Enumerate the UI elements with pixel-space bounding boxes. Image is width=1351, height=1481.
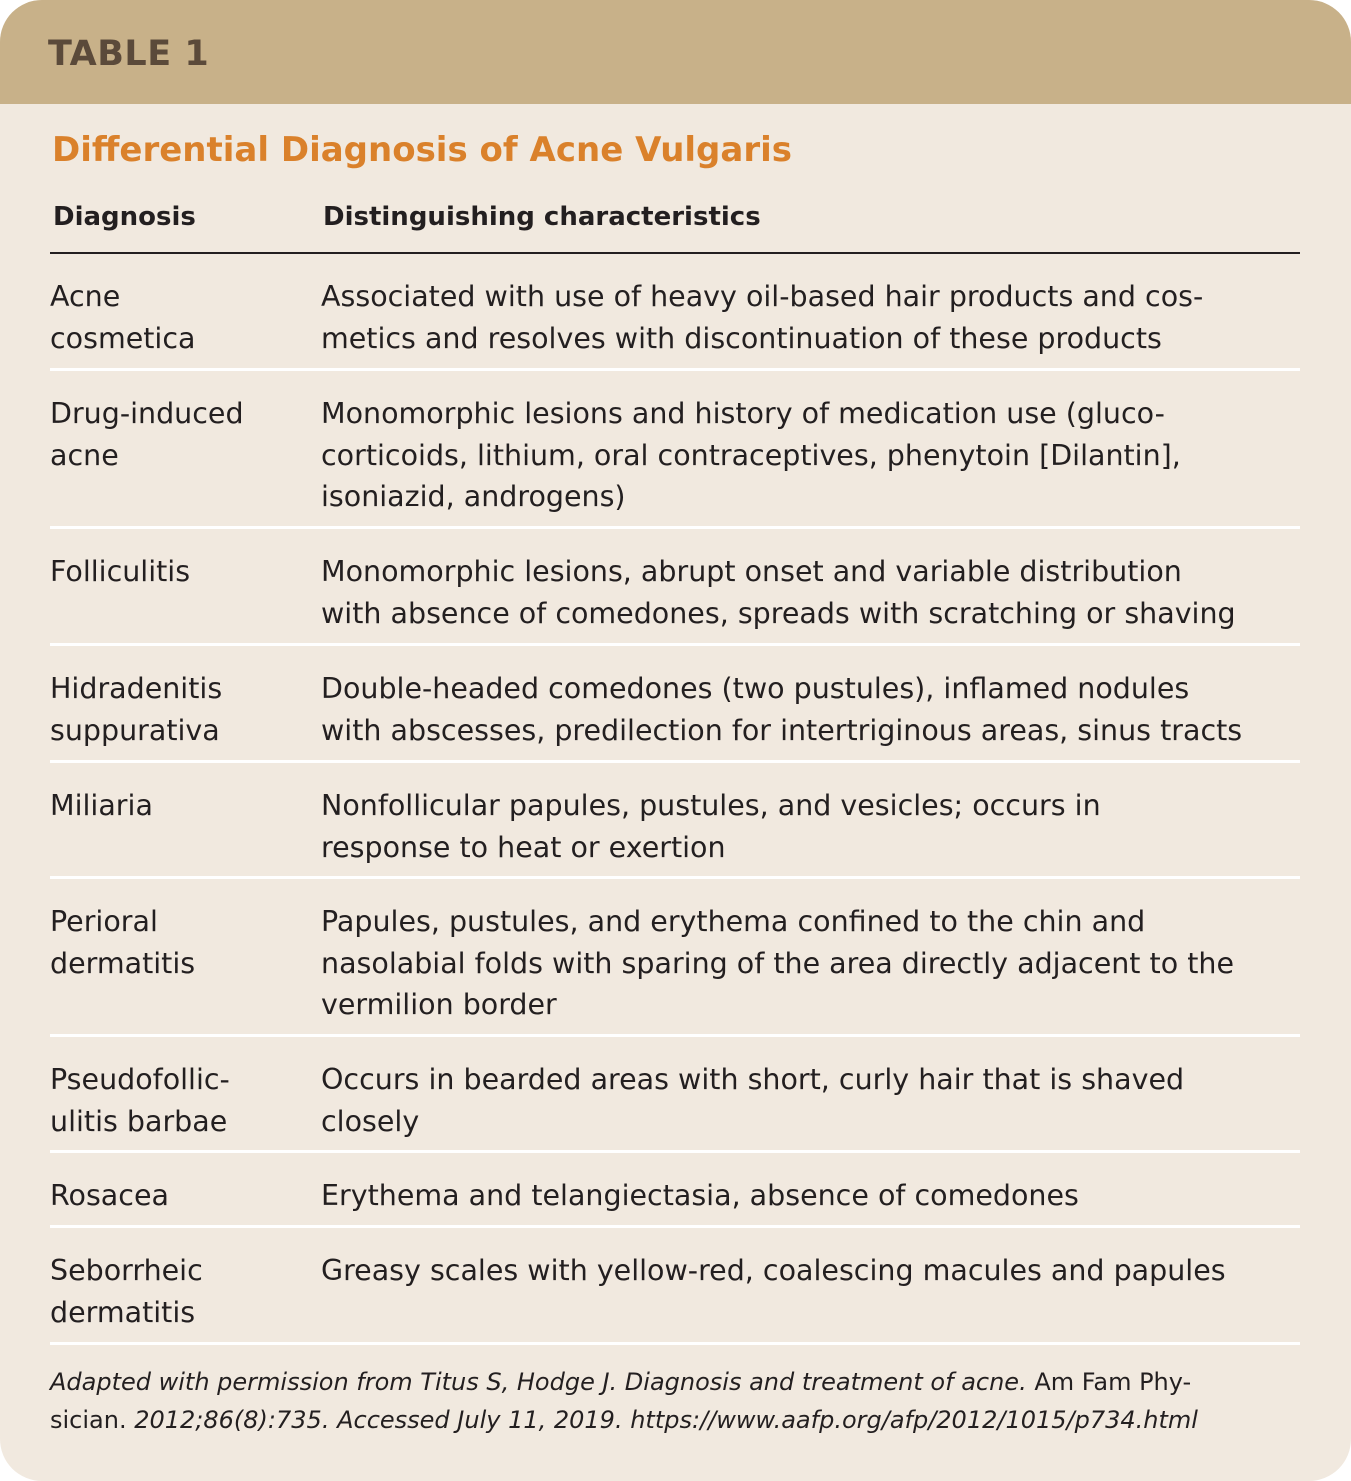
- source-citation: [50, 1363, 1310, 1439]
- characteristics-cell: Greasy scales with yellow-red, coalescing macules and papules: [321, 1254, 1226, 1287]
- table-row: [50, 529, 1300, 646]
- table-row: [50, 646, 1300, 763]
- table-banner: [0, 0, 1351, 104]
- characteristics-cell: Nonfollicular papules, pustules, and vesicles; occurs in response to heat or exertion: [321, 789, 1101, 864]
- characteristics-cell: Erythema and telangiectasia, absence of comedones: [321, 1179, 1079, 1212]
- diagnosis-cell: Pseudofollic- ulitis barbae: [50, 1063, 230, 1138]
- table-header-row: [50, 192, 1300, 254]
- diagnosis-cell: Rosacea: [50, 1179, 169, 1212]
- table-row: [50, 1153, 1300, 1228]
- table-row: [50, 1037, 1300, 1153]
- diagnosis-cell: Seborrheic dermatitis: [50, 1254, 203, 1329]
- table-row: [50, 763, 1300, 879]
- table-row: [50, 1228, 1300, 1345]
- diagnosis-cell: Perioral dermatitis: [50, 905, 196, 980]
- characteristics-cell: Double-headed comedones (two pustules), inflamed nodules with abscesses, predilection for intertriginous areas, sinus tracts: [321, 672, 1243, 747]
- citation-journal: Am Fam Phy- sician.: [50, 1368, 1192, 1434]
- characteristics-cell: Associated with use of heavy oil-based hair products and cos- metics and resolves with discontinuation of these products: [321, 280, 1204, 355]
- table-row: [50, 371, 1300, 529]
- diagnosis-cell: Drug-induced acne: [50, 397, 244, 472]
- diagnosis-table: [50, 192, 1300, 1345]
- citation-details: 2012;86(8):735. Accessed July 11, 2019. https://www.aafp.org/afp/2012/1015/p734.html: [126, 1406, 1198, 1434]
- table-row: [50, 254, 1300, 371]
- citation-authors-title: Adapted with permission from Titus S, Hodge J. Diagnosis and treatment of acne.: [50, 1368, 1035, 1396]
- diagnosis-cell: Miliaria: [50, 789, 153, 822]
- column-header-diagnosis: Diagnosis: [53, 202, 196, 232]
- column-header-characteristics: Distinguishing characteristics: [323, 202, 761, 232]
- characteristics-cell: Monomorphic lesions and history of medication use (gluco- corticoids, lithium, oral contraceptives, phenytoin [Dilantin], isoniazid, androgens): [321, 397, 1181, 513]
- table-title: Differential Diagnosis of Acne Vulgaris: [52, 130, 792, 170]
- table-number: TABLE 1: [48, 34, 210, 74]
- table-row: [50, 879, 1300, 1037]
- characteristics-cell: Monomorphic lesions, abrupt onset and variable distribution with absence of comedones, spreads with scratching or shaving: [321, 555, 1236, 630]
- diagnosis-cell: Acne cosmetica: [50, 280, 196, 355]
- characteristics-cell: Papules, pustules, and erythema confined to the chin and nasolabial folds with sparing of the area directly adjacent to the vermilion border: [321, 905, 1234, 1021]
- diagnosis-cell: Folliculitis: [50, 555, 191, 588]
- diagnosis-cell: Hidradenitis suppurativa: [50, 672, 223, 747]
- characteristics-cell: Occurs in bearded areas with short, curly hair that is shaved closely: [321, 1063, 1185, 1138]
